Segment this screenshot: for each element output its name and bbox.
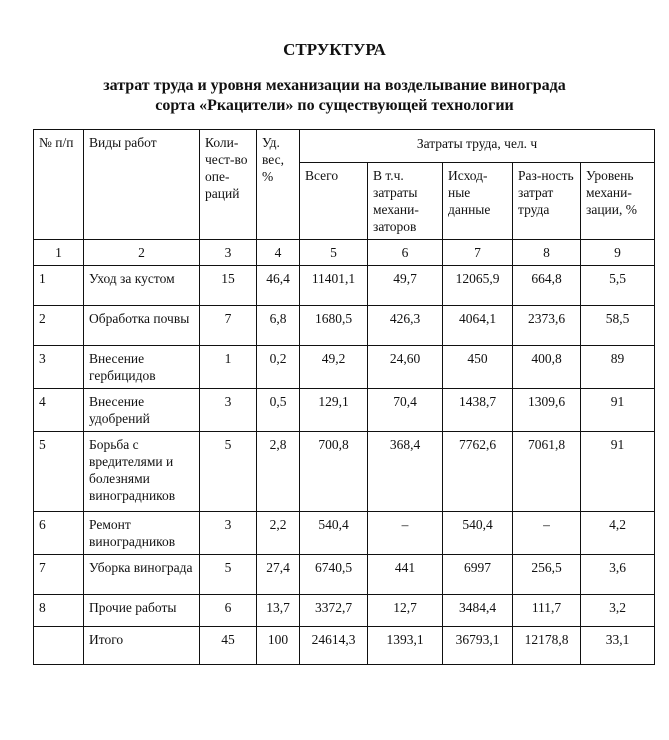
work-kind: Внесение удобрений [84,389,200,432]
total-labor: 6740,5 [300,555,368,595]
header-row-top [34,130,655,163]
share-percent: 100 [257,627,300,665]
initial-data: 540,4 [443,512,513,555]
mech-labor: 49,7 [368,266,443,306]
col-number: 8 [513,240,581,266]
mechanization-level: 58,5 [581,306,655,346]
mechanization-level: 3,6 [581,555,655,595]
mech-labor: 1393,1 [368,627,443,665]
labor-difference: 664,8 [513,266,581,306]
share-percent: 2,2 [257,512,300,555]
header-labor-costs: Затраты труда, чел. ч [300,130,655,163]
labor-difference: 111,7 [513,595,581,627]
row-number: 4 [34,389,84,432]
labor-difference: – [513,512,581,555]
mech-labor: 426,3 [368,306,443,346]
col-number: 4 [257,240,300,266]
row-number: 5 [34,432,84,512]
table-row [34,306,655,346]
header-mech: В т.ч. затраты механи-заторов [368,163,443,240]
mechanization-level: 91 [581,389,655,432]
initial-data: 4064,1 [443,306,513,346]
row-number: 6 [34,512,84,555]
col-number: 5 [300,240,368,266]
initial-data: 7762,6 [443,432,513,512]
labor-difference: 400,8 [513,346,581,389]
mechanization-level: 89 [581,346,655,389]
table-row [34,346,655,389]
operations-count: 3 [200,389,257,432]
share-percent: 6,8 [257,306,300,346]
mech-labor: 24,60 [368,346,443,389]
labor-cost-table [33,129,655,665]
operations-count: 15 [200,266,257,306]
share-percent: 13,7 [257,595,300,627]
table-row [34,555,655,595]
header-num: № п/п [34,130,84,240]
header-share: Уд. вес, % [257,130,300,240]
col-number: 2 [84,240,200,266]
table-total-row [34,627,655,665]
work-kind: Прочие работы [84,595,200,627]
header-level: Уровень механи-зации, % [581,163,655,240]
header-count: Коли-чест-во опе-раций [200,130,257,240]
mech-labor: 368,4 [368,432,443,512]
initial-data: 36793,1 [443,627,513,665]
work-kind: Итого [84,627,200,665]
mechanization-level: 5,5 [581,266,655,306]
row-number [34,627,84,665]
total-labor: 11401,1 [300,266,368,306]
share-percent: 0,2 [257,346,300,389]
col-number: 9 [581,240,655,266]
initial-data: 12065,9 [443,266,513,306]
column-number-row [34,240,655,266]
mechanization-level: 4,2 [581,512,655,555]
col-number: 1 [34,240,84,266]
operations-count: 1 [200,346,257,389]
initial-data: 1438,7 [443,389,513,432]
share-percent: 27,4 [257,555,300,595]
row-number: 3 [34,346,84,389]
total-labor: 24614,3 [300,627,368,665]
total-labor: 129,1 [300,389,368,432]
table-row [34,595,655,627]
work-kind: Внесение гербицидов [84,346,200,389]
total-labor: 3372,7 [300,595,368,627]
mechanization-level: 33,1 [581,627,655,665]
table-row [34,432,655,512]
operations-count: 6 [200,595,257,627]
table-row [34,389,655,432]
share-percent: 2,8 [257,432,300,512]
labor-difference: 256,5 [513,555,581,595]
mech-labor: 12,7 [368,595,443,627]
work-kind: Уход за кустом [84,266,200,306]
row-number: 1 [34,266,84,306]
initial-data: 3484,4 [443,595,513,627]
mech-labor: 441 [368,555,443,595]
col-number: 6 [368,240,443,266]
operations-count: 3 [200,512,257,555]
header-total: Всего [300,163,368,240]
share-percent: 46,4 [257,266,300,306]
header-kind: Виды работ [84,130,200,240]
work-kind: Обработка почвы [84,306,200,346]
initial-data: 6997 [443,555,513,595]
table-row [34,266,655,306]
total-labor: 49,2 [300,346,368,389]
total-labor: 700,8 [300,432,368,512]
table-body [34,266,655,665]
work-kind: Уборка винограда [84,555,200,595]
labor-difference: 12178,8 [513,627,581,665]
labor-difference: 7061,8 [513,432,581,512]
header-diff: Раз-ность затрат труда [513,163,581,240]
total-labor: 540,4 [300,512,368,555]
row-number: 7 [34,555,84,595]
subtitle-line-2: сорта «Ркацители» по существующей технологии [155,97,514,114]
document-subtitle [0,76,669,116]
operations-count: 5 [200,555,257,595]
document-title: СТРУКТУРА [283,40,386,59]
mech-labor: 70,4 [368,389,443,432]
labor-difference: 2373,6 [513,306,581,346]
share-percent: 0,5 [257,389,300,432]
operations-count: 45 [200,627,257,665]
initial-data: 450 [443,346,513,389]
subtitle-line-1: затрат труда и уровня механизации на возделывание винограда [103,77,566,94]
total-labor: 1680,5 [300,306,368,346]
operations-count: 5 [200,432,257,512]
mech-labor: – [368,512,443,555]
col-number: 3 [200,240,257,266]
col-number: 7 [443,240,513,266]
row-number: 8 [34,595,84,627]
work-kind: Борьба с вредителями и болезнями виноградников [84,432,200,512]
header-initial: Исход-ные данные [443,163,513,240]
row-number: 2 [34,306,84,346]
mechanization-level: 3,2 [581,595,655,627]
labor-difference: 1309,6 [513,389,581,432]
table-row [34,512,655,555]
operations-count: 7 [200,306,257,346]
work-kind: Ремонт виноградников [84,512,200,555]
mechanization-level: 91 [581,432,655,512]
